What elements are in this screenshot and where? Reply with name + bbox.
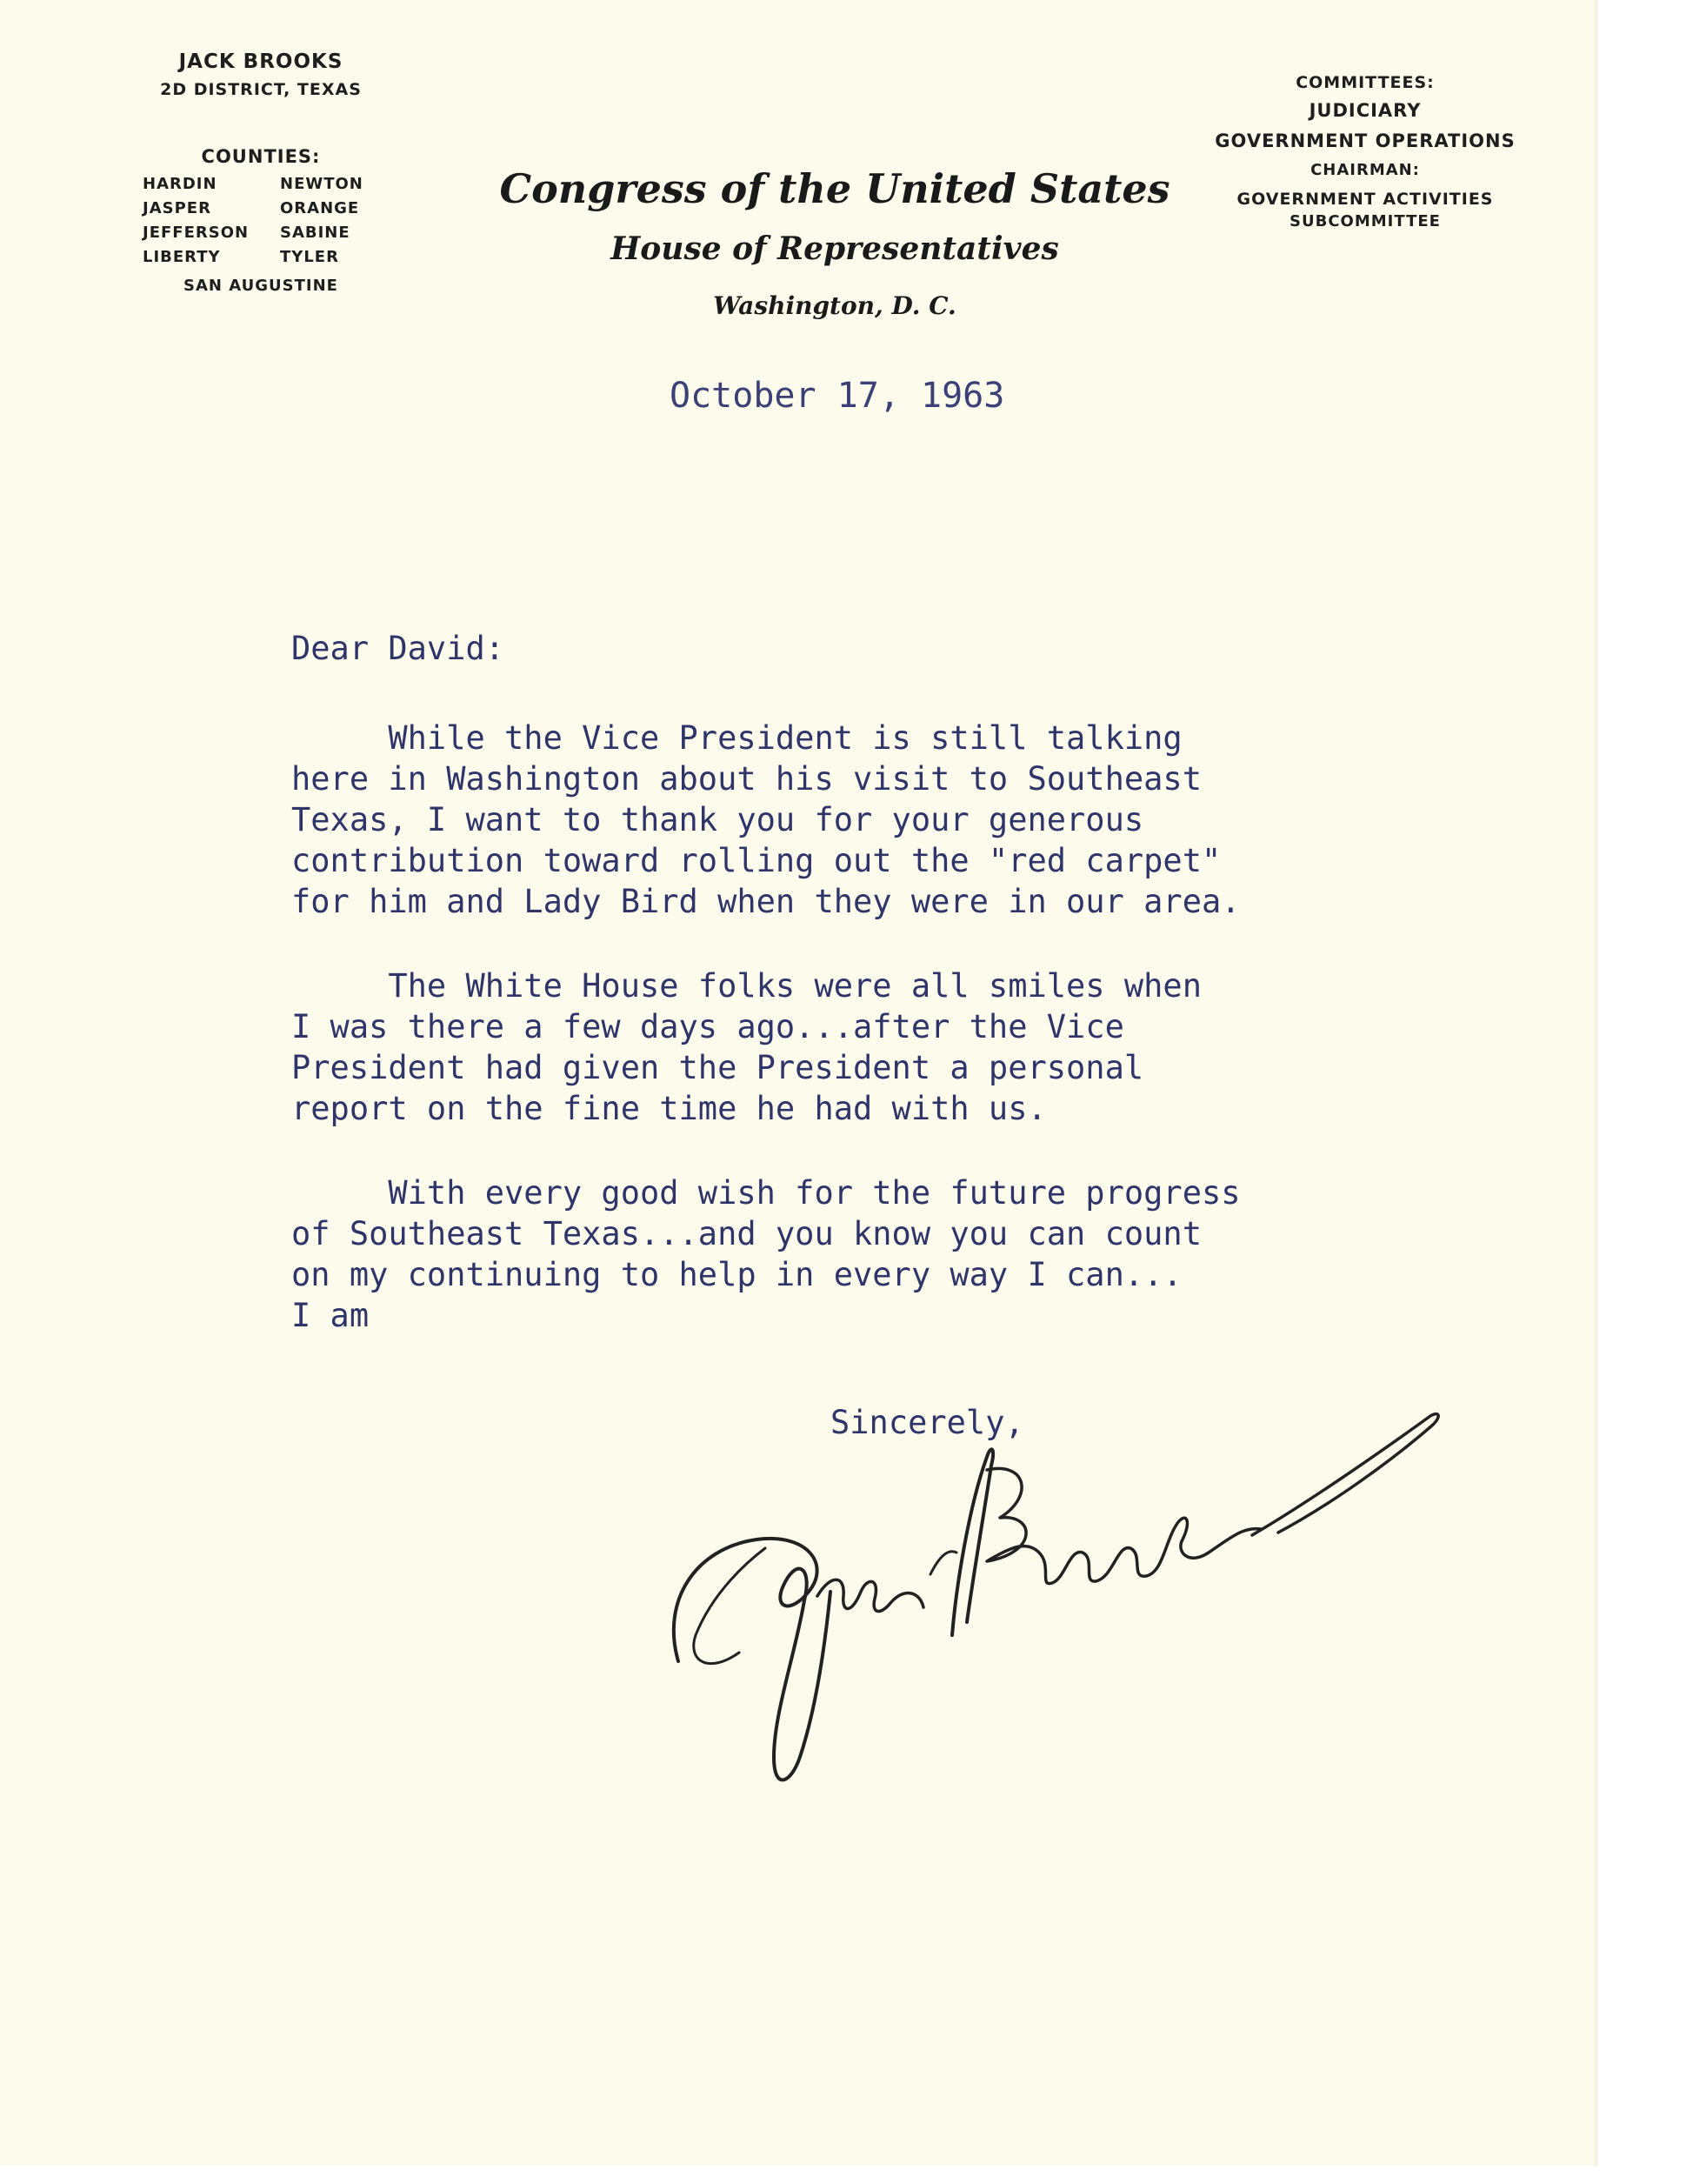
county-row <box>139 221 367 245</box>
body-line: of Southeast Texas...and you know you can count <box>291 1215 1202 1252</box>
subcommittee-line-1: GOVERNMENT ACTIVITIES <box>1236 190 1494 209</box>
body-line: I was there a few days ago...after the Vice <box>291 1008 1124 1045</box>
committee-government-operations: GOVERNMENT OPERATIONS <box>1215 130 1516 151</box>
county-row <box>139 172 367 197</box>
body-line: for him and Lady Bird when they were in our area. <box>291 883 1241 920</box>
house-heading: House of Representatives <box>610 230 1059 267</box>
counties-list <box>139 172 367 270</box>
scan-margin <box>1598 0 1686 2184</box>
paragraph <box>291 718 1422 922</box>
subcommittee-line-2: SUBCOMMITTEE <box>1289 212 1441 230</box>
body-line: With every good wish for the future progress <box>291 1174 1241 1212</box>
body-line: on my continuing to help in every way I can... <box>291 1256 1183 1293</box>
body-line: The White House folks were all smiles when <box>291 967 1202 1005</box>
county-row <box>139 197 367 221</box>
county: HARDIN <box>143 175 217 193</box>
paragraph <box>291 965 1422 1129</box>
county-san-augustine: SAN AUGUSTINE <box>183 277 338 295</box>
city-heading: Washington, D. C. <box>713 291 956 320</box>
county: ORANGE <box>280 199 360 217</box>
body-line: While the Vice President is still talking <box>291 719 1183 757</box>
signature-image <box>643 1374 1461 1827</box>
district: 2D DISTRICT, TEXAS <box>160 80 362 99</box>
committee-judiciary: JUDICIARY <box>1309 100 1422 121</box>
body-line: Texas, I want to thank you for your generous <box>291 801 1144 838</box>
congressman-name: JACK BROOKS <box>178 50 343 73</box>
committees-heading: COMMITTEES: <box>1296 73 1435 92</box>
body-line: contribution toward rolling out the "red carpet" <box>291 842 1222 879</box>
body-line: President had given the President a personal <box>291 1049 1144 1086</box>
body-line: here in Washington about his visit to Southeast <box>291 760 1202 798</box>
body-line: report on the fine time he had with us. <box>291 1090 1047 1127</box>
paragraph <box>291 1172 1422 1336</box>
county: JEFFERSON <box>143 224 250 242</box>
county: NEWTON <box>280 175 363 193</box>
counties-heading: COUNTIES: <box>201 146 321 167</box>
letter-body <box>291 628 1422 1336</box>
congress-heading: Congress of the United States <box>499 165 1170 212</box>
closing: Sincerely, <box>830 1404 1024 1441</box>
county: TYLER <box>280 248 339 266</box>
county: LIBERTY <box>143 248 221 266</box>
body-line: I am <box>291 1297 370 1334</box>
county: SABINE <box>280 224 350 242</box>
county: JASPER <box>143 199 211 217</box>
salutation: Dear David: <box>291 630 505 667</box>
letter-date: October 17, 1963 <box>670 376 1005 416</box>
chairman-heading: CHAIRMAN: <box>1310 161 1420 179</box>
county-row <box>139 245 367 270</box>
